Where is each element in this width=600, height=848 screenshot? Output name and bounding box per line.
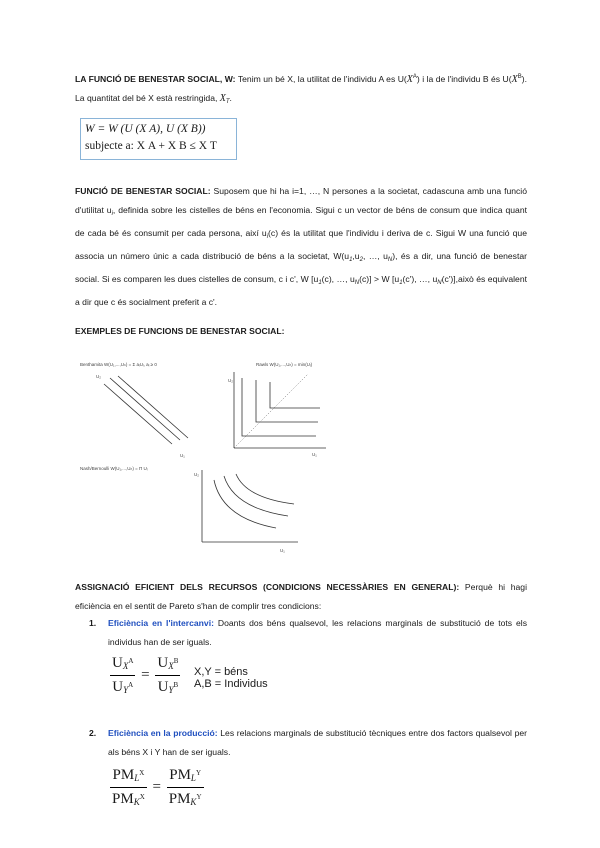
section2-u-sub2: i: [266, 234, 269, 240]
chart-nash: [76, 458, 304, 558]
nash-label: Nash/Bernoulli W(U₁,...,Uₙ) = Π Uᵢ: [80, 466, 148, 471]
intro-text-b: ) i la de l'individu B és U(: [416, 74, 512, 84]
bentham-line-2: [110, 378, 180, 440]
eq1-legend-1: X,Y = béns: [194, 666, 248, 678]
item1-num: 1.: [89, 618, 97, 628]
section2-sub2: 2: [359, 257, 363, 263]
section2-text10: (c), …, u: [321, 274, 355, 284]
rawls-curve-3: [270, 382, 320, 408]
welfare-formula-box: [80, 118, 237, 160]
section2-sub1: 1: [349, 257, 353, 263]
intro-xa: X: [406, 74, 413, 85]
nash-curve-2: [224, 476, 288, 516]
section3-paragraph: [75, 578, 527, 616]
intro-xb: X: [511, 74, 518, 85]
item2: [89, 724, 527, 762]
eq2-rhs: $\frac{PM_L^Y}{PM_K^Y}$: [167, 764, 204, 811]
section2-heading: FUNCIÓ DE BENESTAR SOCIAL:: [75, 186, 211, 196]
equation-exchange: $\frac{U_X^A}{U_Y^A}$ = $\frac{U_X^B}{U_Y^B}$: [110, 652, 180, 699]
rawls-ylabel: U₂: [228, 378, 233, 383]
section3-text: Perquè hi hagi eficiència en el sentit de Pareto s'han de complir tres condicions:: [75, 582, 527, 611]
intro-text-a: Tenim un bé X, la utilitat de l'individu A es U(: [235, 74, 407, 84]
nash-curve-1: [214, 480, 276, 528]
intro-xt-sub: T: [225, 99, 230, 105]
section2-text5: ,u: [352, 251, 360, 261]
section2-u-sub: i: [111, 211, 113, 217]
eq1-legend: [194, 666, 268, 690]
nash-xlabel: U₁: [280, 548, 285, 553]
intro-text-c: ). La quantitat del bé X està restringida,: [75, 74, 527, 103]
item2-title: Eficiència en la producció:: [108, 728, 218, 738]
section2-text2: , definida sobre les cistelles de béns en l'economia. Sigui c un vector de béns de consum que indica quant de cada bé és consumit per cada persona, així u: [75, 205, 527, 238]
eq2-lhs: $\frac{PM_L^X}{PM_K^X}$: [110, 764, 147, 811]
section2-text3: (c) és la utilitat que l'individu i deriva de c. Sigui W una funció que associa un número únic a cada distribució de béns a la societat, W(u: [75, 228, 527, 261]
intro-heading: LA FUNCIÓ DE BENESTAR SOCIAL, W:: [75, 74, 236, 84]
nash-curve-3: [236, 474, 294, 504]
intro-sup-b: B: [517, 74, 522, 80]
equation-production: $\frac{PM_L^X}{PM_K^X}$ = $\frac{PM_L^Y}{PM_K^Y}$: [110, 764, 204, 811]
bentham-line-3: [118, 376, 188, 438]
section2-sub1b: 1: [318, 280, 322, 286]
section2-text7: , …, u: [362, 251, 388, 261]
section2-text: Suposem que hi ha i=1, …, N persones a la societat, cadascuna amb una funció d'utilitat u: [75, 186, 527, 215]
rawls-svg: [226, 358, 334, 460]
eq1-rhs: $\frac{U_X^B}{U_Y^B}$: [155, 652, 180, 699]
section2-paragraph: [75, 182, 527, 312]
intro-text-d: .: [229, 93, 232, 103]
item2-text: Les relacions marginals de substitució tècniques entre dos factors qualsevol per als béns X i Y han de ser iguals.: [108, 728, 527, 757]
bentham-xlabel: U₁: [180, 453, 185, 458]
intro-sup-a: A: [412, 74, 417, 80]
eq1-legend-2: A,B = Individus: [194, 678, 268, 690]
nash-ylabel: U₂: [194, 472, 199, 477]
item1: [89, 614, 527, 652]
section2-text9: ), és a dir, una funció de benestar social. Si es comparen les dues cistelles de consum, c i c', W [u: [75, 251, 527, 284]
chart-benthamite: [76, 358, 216, 463]
bentham-line-1: [104, 384, 172, 444]
section2-text12: (c'), …, u: [402, 274, 438, 284]
intro-paragraph: [75, 68, 527, 112]
rawls-curve-1: [242, 378, 316, 436]
section2-text11: (c)] > W [u: [359, 274, 400, 284]
bentham-ylabel: U₂: [96, 374, 101, 379]
formula-line1: W = W (U (X A), U (X B)): [85, 123, 206, 135]
item2-num: 2.: [89, 728, 97, 738]
chart-rawls: [226, 358, 334, 460]
formula-line2: subjecte a: X A + X B ≤ X T: [85, 140, 217, 152]
section2-subnc: N: [437, 280, 442, 286]
rawls-curve-2: [256, 380, 318, 422]
rawls-diagonal: [234, 374, 308, 448]
item1-title: Eficiència en l'intercanvi:: [108, 618, 214, 628]
examples-heading-text: EXEMPLES DE FUNCIONS DE BENESTAR SOCIAL:: [75, 326, 285, 336]
section2-subn: N: [387, 257, 393, 263]
section3-heading: ASSIGNACIÓ EFICIENT DELS RECURSOS (CONDICIONS NECESSÀRIES EN GENERAL):: [75, 582, 460, 592]
nash-svg: [76, 458, 304, 558]
eq1-lhs: $\frac{U_X^A}{U_Y^A}$: [110, 652, 135, 699]
examples-heading: [75, 322, 527, 341]
bentham-svg: [76, 358, 216, 463]
rawls-xlabel: U₁: [312, 452, 317, 457]
section2-subnb: N: [354, 280, 360, 286]
section2-sub1c: 1: [399, 280, 403, 286]
intro-xt: X: [219, 93, 226, 104]
section2-text13: (c')],això és equivalent a dir que c és socialment preferit a c'.: [75, 274, 527, 307]
bentham-label: Benthamita W(U₁,...,Uₙ) = Σ aᵢUᵢ, aᵢ ≥ 0: [80, 362, 157, 367]
rawls-label: Rawls W(U₁,...,Uₙ) = min(Uᵢ): [256, 362, 313, 367]
item1-text: Doants dos béns qualsevol, les relacions marginals de substitució de tots els individus han de ser iguals.: [108, 618, 527, 647]
